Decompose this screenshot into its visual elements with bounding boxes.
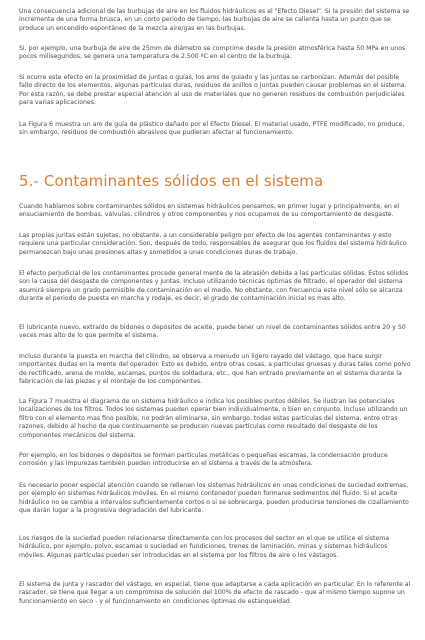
paragraph-dirty-conditions: Es necesario poner especial atención cuando se rellenen los sistemas hidráulicos en unas condiciones de suciedad extremas, por ejemplo en sistemas hidráulicos móviles. En el mismo contenedor pueden formarse sedimentos del fluido. Si el aceite hidráulico no se cambia a intervalos suficientemente cortos o si se sobrecarga, pueden producirse tensiones de cizallamiento que darán lugar a la progresiva degradación del lubricante. xyxy=(19,482,409,515)
paragraph-new-lubricant: El lubricante nuevo, extraído de bidones o depósitos de aceite, puede tener un nivel de contaminantes sólidos entre 20 y 50 veces mas alto de lo que permite el sistema. xyxy=(19,324,406,340)
paragraph-bubble-example: Si, por ejemplo, una burbuja de aire de 25mm de diámetro se comprime desde la presión atmosférica hasta 50 MPa en unos pocos milisegundos, se genera una temperatura de 2.500 ºC en el centro de la burbuja. xyxy=(19,45,406,61)
paragraph-abrasion-effect: El efecto perjudicial de los contaminantes procede general mente de la abrasión debida a las partículas sólidas. Estos sólidos son la causa del desgaste de componentes y juntas. Incluso utilizando técnicas óptimas de filtrado, el operador del sistema asumirá siempre un grado permisible de contaminación en el medio. No obstante, con frecuencia este nivel sólo se alcanza durante el periodo de puesta en marcha y rodaje, es decir, el grado de contaminación inicial es mas alto. xyxy=(19,270,409,303)
paragraph-rod-scoring: Incluso durante la puesta en marcha del cilindro, se observa a menudo un ligero rayado del vástago, que hace surgir importantes dudas en la mente del operador. Esto es debido, entre otras cosas, a partículas gruesas y duras tales como polvo de rectificado, arena de molde, escamas, puntos de soldadura, etc., que han entrado previamente en el sistema durante la fabricación de las piezas y el montaje de los componentes. xyxy=(19,353,411,386)
paragraph-tank-particles: Por ejemplo, en los bidones o depósitos se forman partículas metálicas o pequeñas escamas, la condensación produce corrosión y las impurezas también pueden introducirse en el sistema a través de la atmósfera. xyxy=(19,452,388,468)
paragraph-solid-contaminants-intro: Cuando hablamos sobre contaminantes sólidos en sistemas hidráulicos pensamos, en primer lugar y principalmente, en el ensuciamiento de bombas, válvulas, cilindros y otros componentes y nos ocupamos de su comportamiento de desgaste. xyxy=(19,203,400,219)
paragraph-figure-6: La Figura 6 muestra un aro de guía de plástico dañado por el Efecto Diesel. El material usado, PTFE modificado, no produce, sin embargo, residuos de combustión abrasivos que pudieran afectar al funcionamiento. xyxy=(19,121,405,137)
paragraph-dirt-risks: Los riesgos de la suciedad pueden relacionarse directamente con los procesos del sector en el que se utilice el sistema hidráulico, por ejemplo, polvo, escamas o suciedad en fundiciones, trenes de laminación, minas y sistemas hidráulicos móviles. Algunas partículas pueden ser introducidas en el sistema por los filtros de aire o los vástagos. xyxy=(19,535,390,559)
section-heading: 5.- Contaminantes sólidos en el sistema xyxy=(19,172,324,190)
paragraph-seal-carbonization: Si ocurre este efecto en la proximidad de juntas o guías, los aros de guiado y las juntas se carbonizan. Además del posible fallo directo de los elementos, algunas partículas duras, residuos de anillos o juntas pueden causar problemas en el sistema. Por esta razón, se debe prestar especial atención al uso de materiales que no generen residuos de combustión perjudiciales para varias aplicaciones. xyxy=(19,74,407,107)
paragraph-seal-danger: Las propias juntas están sujetas, no obstante, a un considerable peligro por efecto de los agentes contaminantes y esto requiere una particular consideración. Son, después de todo, responsables de asegurar que los fluidos del sistema hidráulico permanezcan bajo unas presiones altas y sometidos a unas condiciones duras de trabajo. xyxy=(19,232,407,256)
paragraph-diesel-effect-intro: Una consecuencia adicional de las burbujas de aire en los fluidos hidráulicos es el "Efecto Diesel". Si la presión del sistema se incrementa de una forma brusca, en un corto periodo de tiempo, las burbujas de aire se calienta hasta un punto que se produce un encendido espontáneo de la mezcla aire/gas en las burbujas. xyxy=(19,8,410,32)
paragraph-rod-seal-wiper: El sistema de junta y rascador del vástago, en especial, tiene que adaptarse a cada aplicación en particular. En lo referente al rascador, se tiene que llegar a un compromiso de solución del 100% de efecto de rascado - que al mismo tiempo supone un funcionamiento en seco - y el funcionamiento en condiciones óptimas de estanqueidad. xyxy=(19,581,411,605)
paragraph-figure-7: La Figura 7 muestra el diagrama de un sistema hidráulico e indica los posibles puntos débiles. Se ilustran las potenciales localizaciones de los filtros. Todos los sistemas pueden operar bien individualmente, o bien en conjunto. Incluso utilizando un filtro con el elemento mas fino posible, no podrán eliminarse, sin embargo, todas estas partículas del sistema, entre otras razones, debido al hecho de que continuamente se producen nuevas partículas como resultado del desgaste de los componentes mecánicos del sistema. xyxy=(19,398,408,439)
